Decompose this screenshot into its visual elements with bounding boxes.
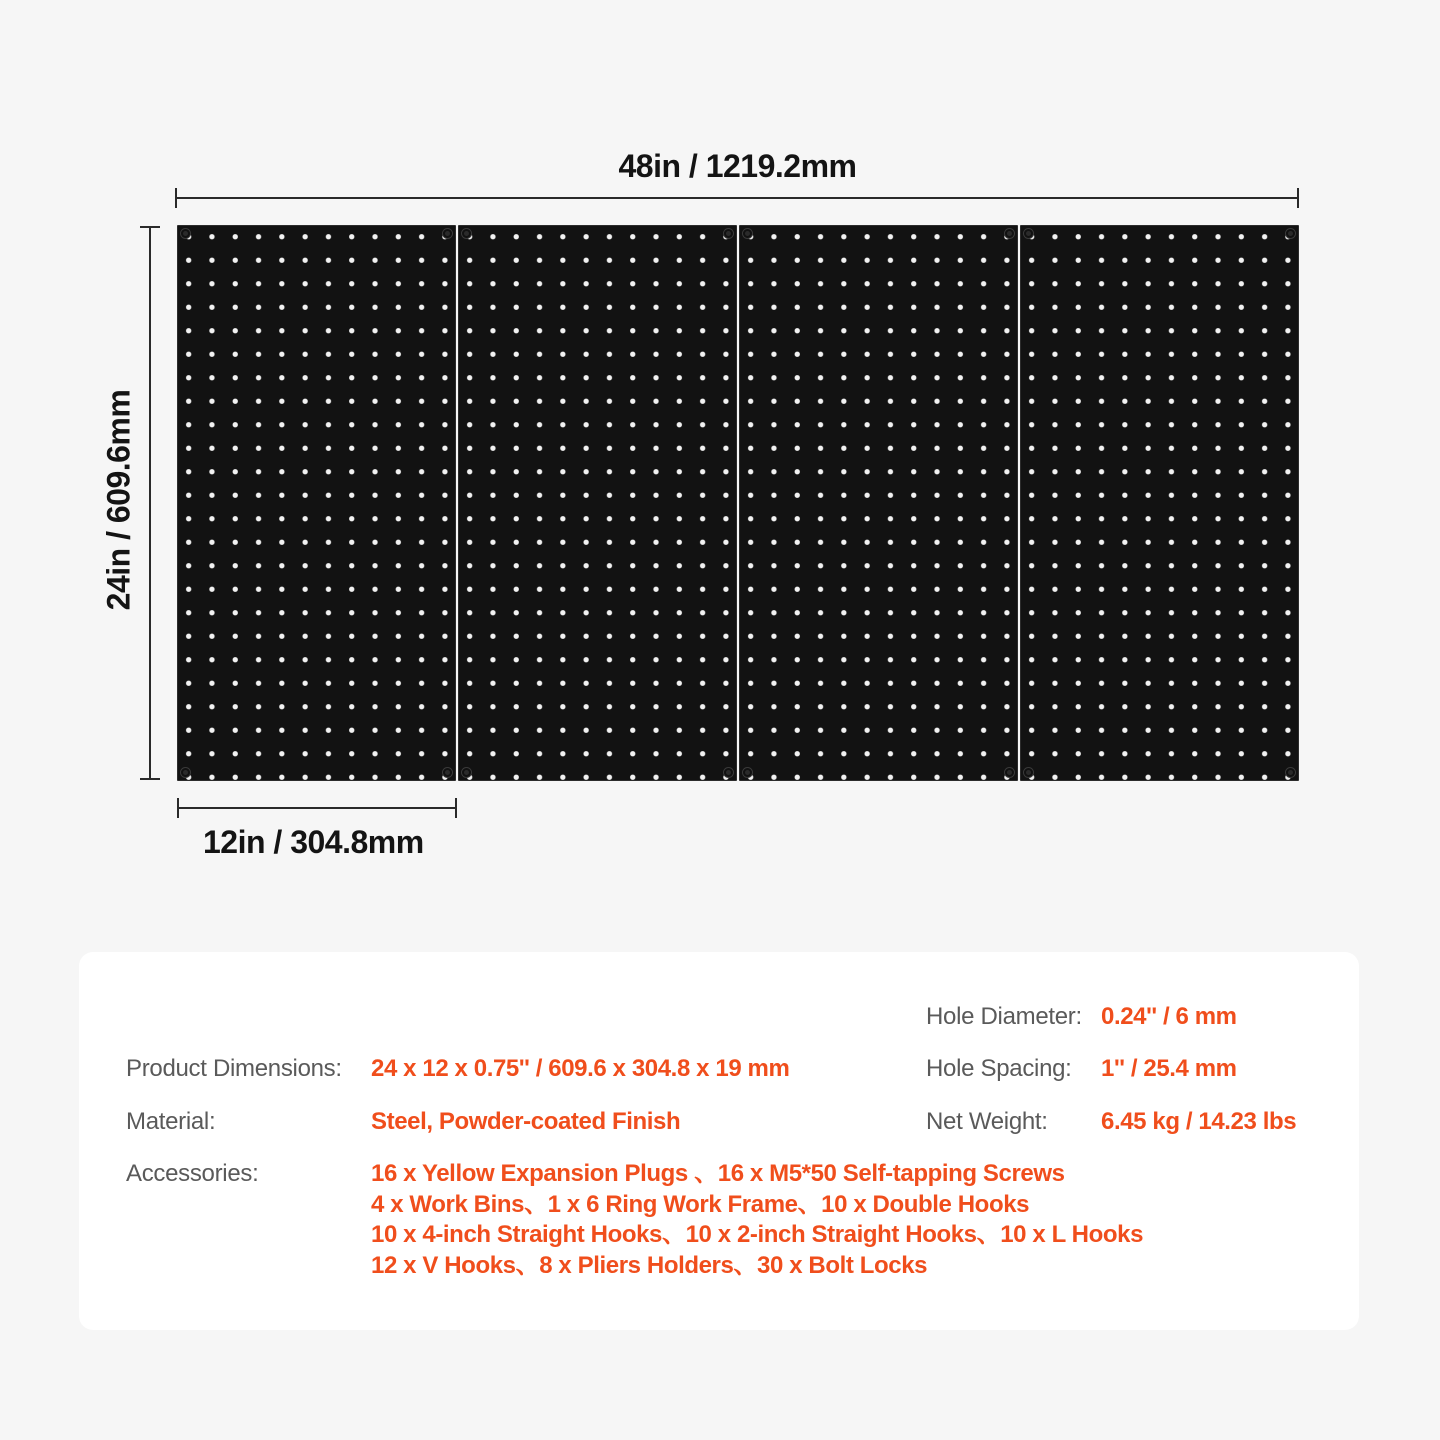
panel-width-right-tick — [455, 798, 457, 818]
pegboard-panel-2 — [458, 225, 737, 781]
mount-screw-icon — [462, 229, 471, 238]
pegboard-panel-3 — [739, 225, 1018, 781]
mount-screw-icon — [1005, 229, 1014, 238]
accessories-label: Accessories: — [126, 1160, 259, 1187]
hole-diameter-value: 0.24'' / 6 mm — [1101, 1003, 1237, 1030]
mount-screw-icon — [443, 229, 452, 238]
hole-diameter-label: Hole Diameter: — [926, 1003, 1082, 1030]
mount-screw-icon — [181, 768, 190, 777]
mount-screw-icon — [1286, 768, 1295, 777]
accessories-line: 10 x 4-inch Straight Hooks、10 x 2-inch Straight Hooks、10 x L Hooks — [371, 1221, 1144, 1248]
spec-card — [79, 952, 1359, 1330]
mount-screw-icon — [724, 229, 733, 238]
accessories-line: 4 x Work Bins、1 x 6 Ring Work Frame、10 x Double Hooks — [371, 1190, 1030, 1218]
pegboard-panel-4 — [1020, 225, 1299, 781]
material-value: Steel, Powder-coated Finish — [371, 1108, 681, 1135]
net-weight-label: Net Weight: — [926, 1108, 1048, 1135]
accessories-line: 16 x Yellow Expansion Plugs 、16 x M5*50 Self-tapping Screws — [371, 1160, 1065, 1187]
pegboard-panel-1 — [177, 225, 456, 781]
mount-screw-icon — [1024, 229, 1033, 238]
mount-screw-icon — [181, 229, 190, 238]
mount-screw-icon — [1286, 229, 1295, 238]
mount-screw-icon — [462, 768, 471, 777]
mount-screw-icon — [443, 768, 452, 777]
overall-height-label: 24in / 609.6mm — [100, 389, 137, 611]
mount-screw-icon — [1024, 768, 1033, 777]
overall-width-label: 48in / 1219.2mm — [618, 148, 857, 184]
overall-width-line — [176, 197, 1299, 199]
mount-screw-icon — [724, 768, 733, 777]
product-dimensions-value: 24 x 12 x 0.75'' / 609.6 x 304.8 x 19 mm — [371, 1055, 790, 1082]
panel-width-left-tick — [177, 798, 179, 818]
product-dimensions-label: Product Dimensions: — [126, 1055, 342, 1082]
mount-screw-icon — [743, 229, 752, 238]
material-label: Material: — [126, 1108, 216, 1135]
pegboard-assembly — [177, 225, 1299, 781]
overall-height-bottom-tick — [140, 778, 160, 780]
overall-height-top-tick — [140, 226, 160, 228]
hole-spacing-label: Hole Spacing: — [926, 1055, 1072, 1082]
net-weight-value: 6.45 kg / 14.23 lbs — [1101, 1108, 1297, 1135]
accessories-list — [371, 1159, 1143, 1281]
panel-width-label: 12in / 304.8mm — [203, 824, 424, 860]
mount-screw-icon — [743, 768, 752, 777]
hole-spacing-value: 1'' / 25.4 mm — [1101, 1055, 1237, 1082]
panel-width-line — [178, 807, 457, 809]
overall-height-line — [149, 227, 151, 780]
overall-width-left-tick — [175, 188, 177, 208]
overall-width-right-tick — [1297, 188, 1299, 208]
mount-screw-icon — [1005, 768, 1014, 777]
accessories-line: 12 x V Hooks、8 x Pliers Holders、30 x Bolt Locks — [371, 1251, 928, 1279]
